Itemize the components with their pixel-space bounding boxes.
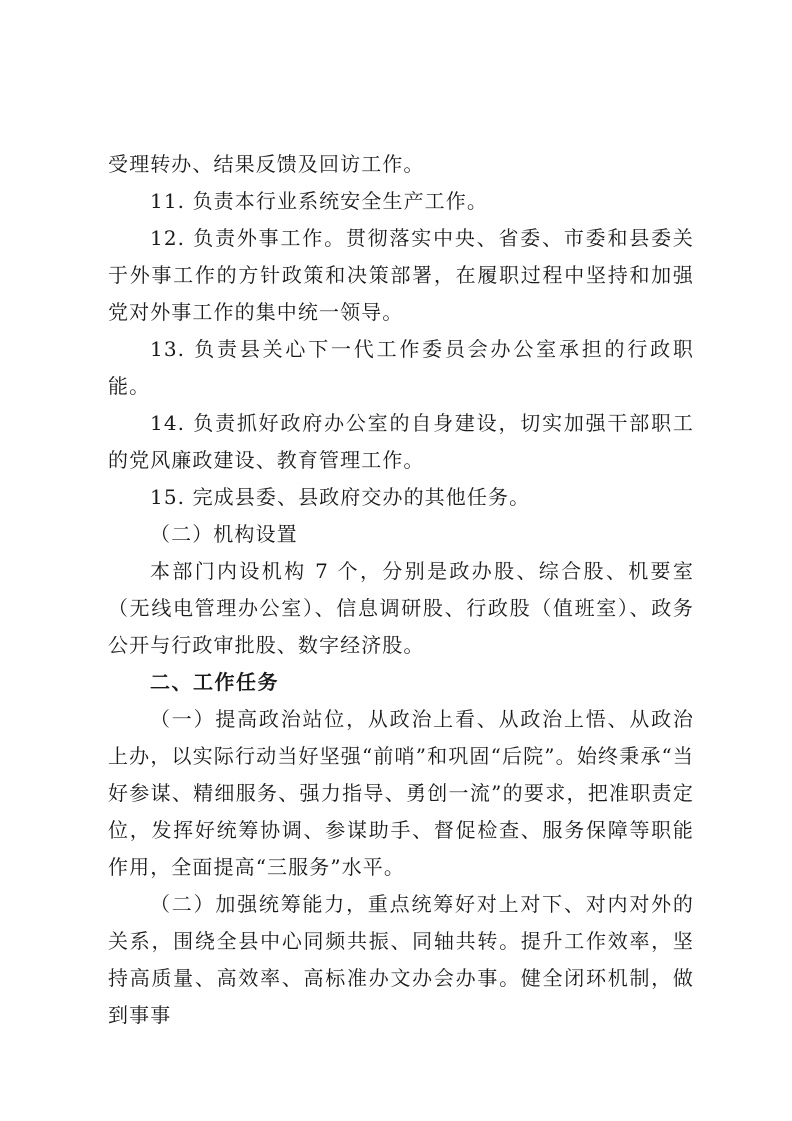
paragraph-item-14: 14. 负责抓好政府办公室的自身建设，切实加强干部职工的党风廉政建设、教育管理工作。 bbox=[108, 411, 694, 472]
document-body bbox=[108, 146, 694, 1034]
paragraph-item-13: 13. 负责县关心下一代工作委员会办公室承担的行政职能。 bbox=[108, 337, 694, 398]
paragraph-item-15: 15. 完成县委、县政府交办的其他任务。 bbox=[150, 485, 531, 509]
paragraph-item-11: 11. 负责本行业系统安全生产工作。 bbox=[150, 189, 488, 213]
subheading-organization: （二）机构设置 bbox=[150, 522, 298, 546]
paragraph-continuation: 受理转办、结果反馈及回访工作。 bbox=[108, 152, 425, 176]
paragraph-organization: 本部门内设机构 7 个，分别是政办股、综合股、机要室（无线电管理办公室）、信息调研股、行政股（值班室）、政务公开与行政审批股、数字经济股。 bbox=[108, 559, 694, 657]
paragraph-task-2: （二）加强统筹能力，重点统筹好对上对下、对内对外的关系，围绕全县中心同频共振、同轴共转。提升工作效率，坚持高质量、高效率、高标准办文办会办事。健全闭环机制，做到事事 bbox=[108, 892, 694, 1027]
section-heading-tasks: 二、工作任务 bbox=[150, 670, 279, 694]
paragraph-item-12: 12. 负责外事工作。贯彻落实中央、省委、市委和县委关于外事工作的方针政策和决策部署，在履职过程中坚持和加强党对外事工作的集中统一领导。 bbox=[108, 226, 694, 324]
paragraph-task-1: （一）提高政治站位，从政治上看、从政治上悟、从政治上办，以实际行动当好坚强“前哨”和巩固“后院”。始终秉承“当好参谋、精细服务、强力指导、勇创一流”的要求，把准职责定位，发挥好统筹协调、参谋助手、督促检查、服务保障等职能作用，全面提高“三服务”水平。 bbox=[108, 707, 694, 879]
